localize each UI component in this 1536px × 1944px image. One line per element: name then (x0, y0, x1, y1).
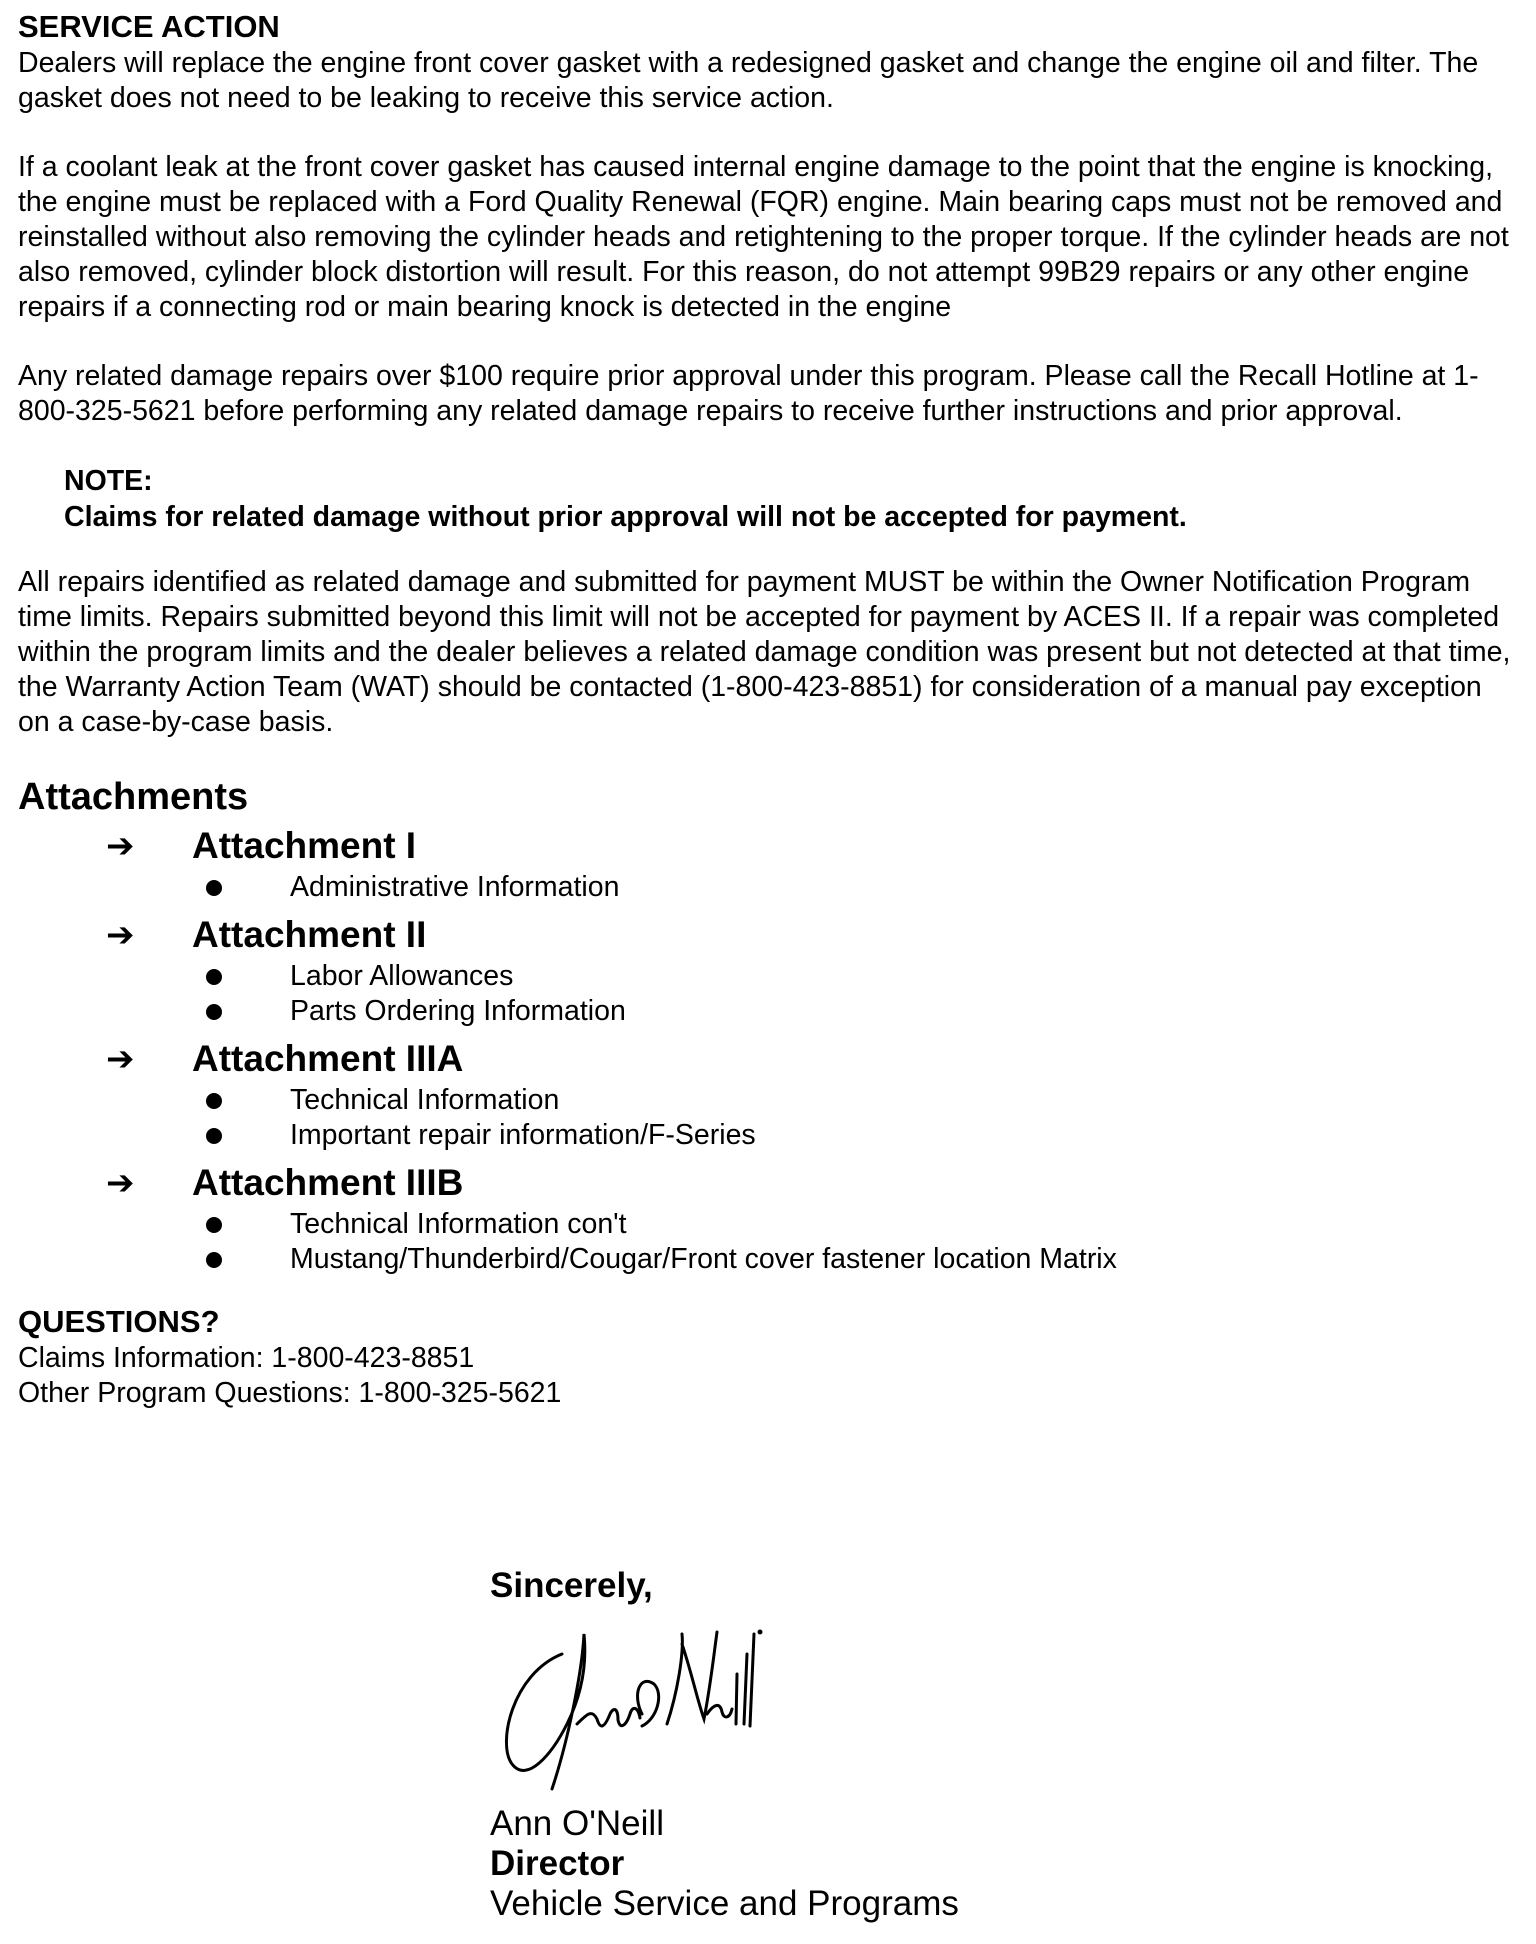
attachment-items (18, 1083, 1518, 1153)
attachments-list (18, 822, 1518, 1277)
attachment-header (18, 1035, 1518, 1083)
service-action-paragraph-3: Any related damage repairs over $100 require prior approval under this program. Please call the Recall Hotline at 1-800-325-5621 before performing any related damage repairs to receive further instructions and prior approval. (18, 360, 1479, 427)
attachment-group (18, 1159, 1518, 1277)
list-item (18, 870, 1518, 905)
salutation: Sincerely, (490, 1566, 653, 1605)
questions-section (18, 1303, 1518, 1411)
attachment-title: Attachment I (192, 825, 417, 866)
closing-block (490, 1564, 1190, 1924)
bullet-icon (206, 1128, 222, 1144)
right-arrow-icon: ➔ (106, 1164, 135, 1202)
right-arrow-icon: ➔ (106, 827, 135, 865)
list-item (18, 1083, 1518, 1118)
signer-title: Director (490, 1844, 625, 1883)
signer-department: Vehicle Service and Programs (490, 1884, 959, 1923)
claims-information-line: Claims Information: 1-800-423-8851 (18, 1342, 475, 1374)
bullet-icon (206, 880, 222, 896)
attachment-group (18, 911, 1518, 1029)
attachment-header (18, 1159, 1518, 1207)
attachment-item-label: Technical Information (290, 1084, 560, 1116)
list-item (18, 1242, 1518, 1277)
attachment-group (18, 822, 1518, 905)
list-item (18, 1118, 1518, 1153)
attachment-items (18, 870, 1518, 905)
note-label: NOTE: (64, 465, 153, 497)
note-block (64, 463, 1518, 535)
attachment-group (18, 1035, 1518, 1153)
attachment-item-label: Technical Information con't (290, 1208, 627, 1240)
attachment-item-label: Administrative Information (290, 871, 620, 903)
right-arrow-icon: ➔ (106, 1040, 135, 1078)
attachment-header (18, 822, 1518, 870)
list-item (18, 1207, 1518, 1242)
service-action-heading: SERVICE ACTION (18, 9, 280, 44)
bullet-icon (206, 969, 222, 985)
questions-title: QUESTIONS? (18, 1304, 220, 1339)
attachment-item-label: Labor Allowances (290, 960, 514, 992)
attachment-header (18, 911, 1518, 959)
service-action-paragraph-4: All repairs identified as related damage and submitted for payment MUST be within the Owner Notification Program time limits. Repairs submitted beyond this limit will not be accepted for payment by ACES II. If a repair was completed within the program limits and the dealer believes a related damage condition was present but not detected at that time, the Warranty Action Team (WAT) should be contacted (1-800-423-8851) for consideration of a manual pay exception on a case-by-case basis. (18, 566, 1511, 738)
bullet-icon (206, 1093, 222, 1109)
attachment-title: Attachment IIIA (192, 1038, 464, 1079)
service-action-paragraph-1: Dealers will replace the engine front cover gasket with a redesigned gasket and change the engine oil and filter. The gasket does not need to be leaking to receive this service action. (18, 47, 1479, 114)
attachment-title: Attachment II (192, 914, 427, 955)
signature-image (492, 1614, 792, 1804)
bullet-icon (206, 1252, 222, 1268)
attachment-items (18, 959, 1518, 1029)
attachment-item-label: Parts Ordering Information (290, 995, 626, 1027)
attachment-title: Attachment IIIB (192, 1162, 464, 1203)
attachment-items (18, 1207, 1518, 1277)
attachment-item-label: Important repair information/F-Series (290, 1119, 756, 1151)
document-page (18, 8, 1518, 1411)
note-text: Claims for related damage without prior approval will not be accepted for payment. (64, 501, 1187, 533)
attachments-title: Attachments (18, 776, 249, 818)
bullet-icon (206, 1217, 222, 1233)
other-program-questions-line: Other Program Questions: 1-800-325-5621 (18, 1377, 562, 1409)
bullet-icon (206, 1004, 222, 1020)
list-item (18, 994, 1518, 1029)
attachment-item-label: Mustang/Thunderbird/Cougar/Front cover fastener location Matrix (290, 1243, 1117, 1275)
service-action-paragraph-2: If a coolant leak at the front cover gasket has caused internal engine damage to the point that the engine is knocking, the engine must be replaced with a Ford Quality Renewal (FQR) engine. Main bearing caps must not be removed and reinstalled without also removing the cylinder heads and retightening to the proper torque. If the cylinder heads are not also removed, cylinder block distortion will result. For this reason, do not attempt 99B29 repairs or any other engine repairs if a connecting rod or main bearing knock is detected in the engine (18, 151, 1509, 323)
signer-name: Ann O'Neill (490, 1804, 664, 1843)
list-item (18, 959, 1518, 994)
right-arrow-icon: ➔ (106, 916, 135, 954)
